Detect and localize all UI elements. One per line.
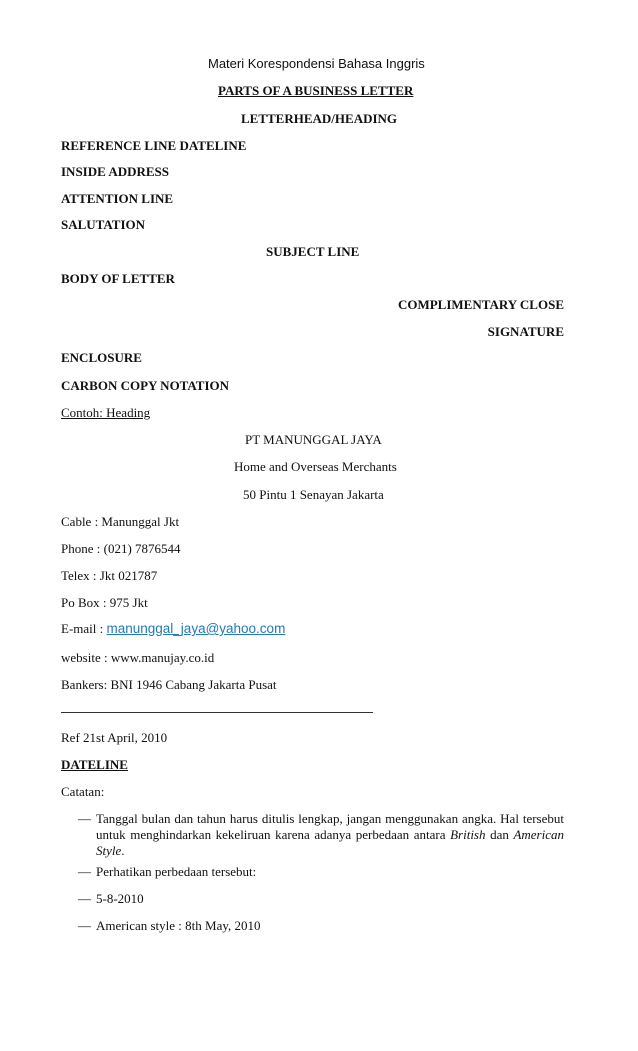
reference-dateline-label: REFERENCE LINE DATELINE <box>61 138 247 153</box>
note-item <box>78 918 564 934</box>
note-item <box>78 811 564 859</box>
salutation-label: SALUTATION <box>61 217 146 232</box>
pobox-line: Po Box : 975 Jkt <box>61 595 148 610</box>
dash-bullet: — <box>78 864 91 879</box>
note-text-end: . <box>121 843 125 858</box>
note-item <box>78 864 564 880</box>
dash-bullet: — <box>78 891 91 906</box>
note-text-main: Tanggal bulan dan tahun harus ditulis lengkap, jangan menggunakan angka. Hal tersebut untuk menghindarkan kekeliruan karena adanya perbedaan antara <box>96 811 564 842</box>
note-text <box>78 811 564 859</box>
inside-address-label: INSIDE ADDRESS <box>61 164 170 179</box>
company-tagline: Home and Overseas Merchants <box>234 459 397 474</box>
note-text: Perhatikan perbedaan tersebut: <box>96 864 257 879</box>
parts-heading: PARTS OF A BUSINESS LETTER <box>218 83 414 98</box>
phone-line: Phone : (021) 7876544 <box>61 541 181 556</box>
note-text-and: dan <box>485 827 514 842</box>
note-text: 5-8-2010 <box>96 891 144 906</box>
letterhead-heading: LETTERHEAD/HEADING <box>241 111 398 126</box>
note-text: American style : 8th May, 2010 <box>96 918 261 933</box>
enclosure-label: ENCLOSURE <box>61 350 142 365</box>
company-name: PT MANUNGGAL JAYA <box>245 432 382 447</box>
company-address: 50 Pintu 1 Senayan Jakarta <box>243 487 384 502</box>
email-line <box>61 621 285 637</box>
note-text-british: British <box>450 827 486 842</box>
note-text-american: American Style <box>96 827 564 858</box>
complimentary-close-label: COMPLIMENTARY CLOSE <box>397 297 564 312</box>
email-link[interactable]: manunggal_jaya@yahoo.com <box>106 621 286 636</box>
telex-line: Telex : Jkt 021787 <box>61 568 158 583</box>
notes-label: Catatan: <box>61 784 105 799</box>
dash-bullet: — <box>78 918 91 933</box>
document-title: Materi Korespondensi Bahasa Inggris <box>208 56 425 71</box>
ref-line: Ref 21st April, 2010 <box>61 730 168 745</box>
carbon-copy-label: CARBON COPY NOTATION <box>61 378 230 393</box>
email-label: E-mail : <box>61 621 107 636</box>
example-heading-label: Contoh: Heading <box>61 405 151 420</box>
dash-bullet: — <box>78 811 91 826</box>
note-item <box>78 891 564 907</box>
cable-line: Cable : Manunggal Jkt <box>61 514 180 529</box>
subject-line-label: SUBJECT LINE <box>266 244 360 259</box>
dateline-heading: DATELINE <box>61 757 128 772</box>
bankers-line: Bankers: BNI 1946 Cabang Jakarta Pusat <box>61 677 277 692</box>
signature-label: SIGNATURE <box>487 324 564 339</box>
body-of-letter-label: BODY OF LETTER <box>61 271 175 286</box>
separator-rule <box>61 712 373 713</box>
website-line: website : www.manujay.co.id <box>61 650 215 665</box>
attention-line-label: ATTENTION LINE <box>61 191 174 206</box>
